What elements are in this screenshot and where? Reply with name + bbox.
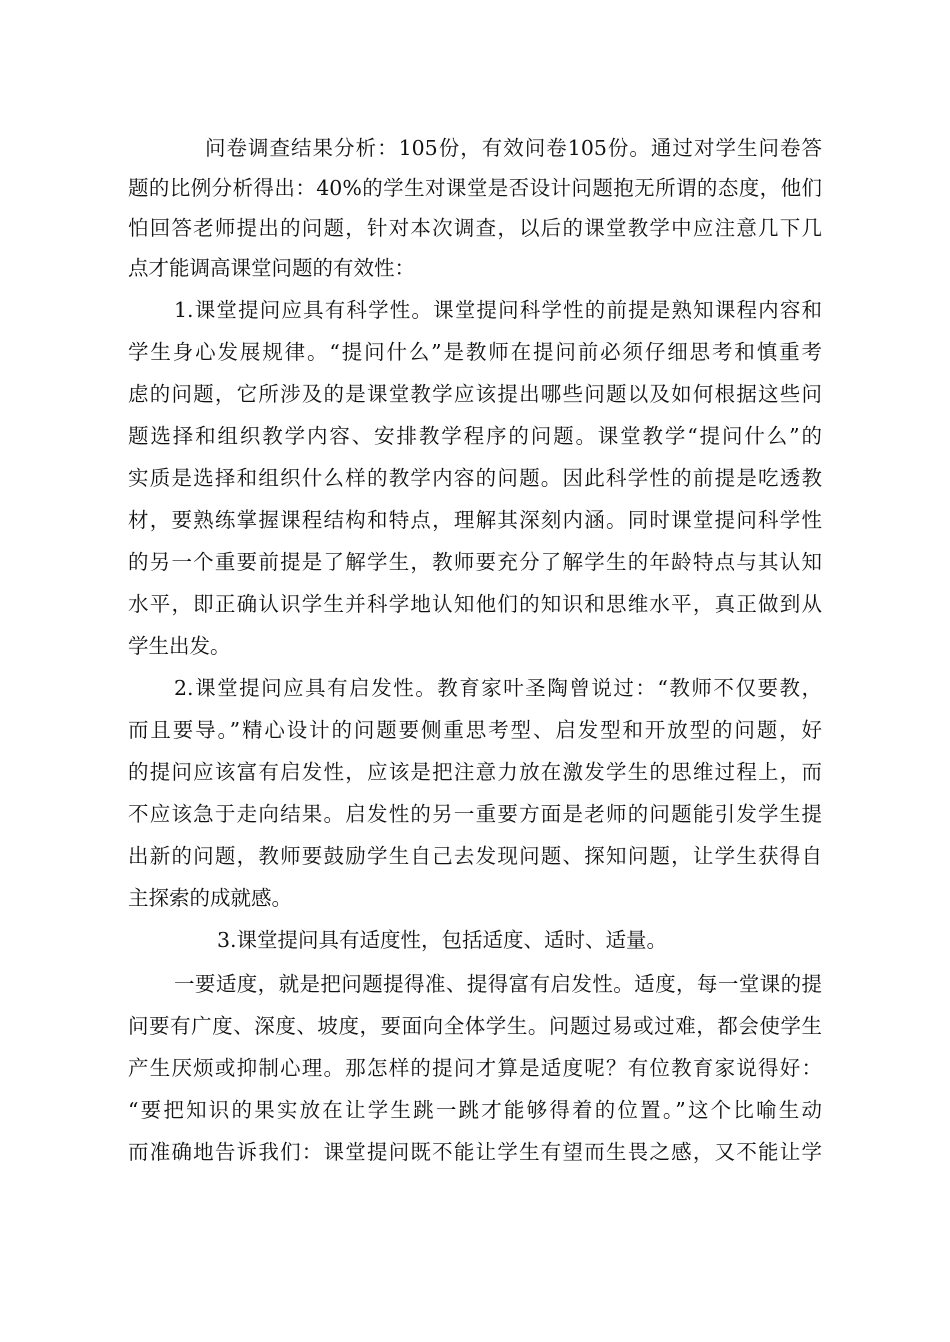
paragraph-5-line-5: 而准确地告诉我们：课堂提问既不能让学生有望而生畏之感，又不能让学 <box>128 1140 822 1164</box>
paragraph-2-line-9: 学生出发。 <box>128 634 231 658</box>
paragraph-2-line-7: 的另一个重要前提是了解学生，教师要充分了解学生的年龄特点与其认知 <box>128 550 822 574</box>
paragraph-2-line-5: 实质是选择和组织什么样的教学内容的问题。因此科学性的前提是吃透教 <box>128 466 822 490</box>
paragraph-1-line-2: 题的比例分析得出：40%的学生对课堂是否设计问题抱无所谓的态度，他们 <box>128 176 822 200</box>
paragraph-2-line-1: 1.课堂提问应具有科学性。课堂提问科学性的前提是熟知课程内容和 <box>174 298 822 322</box>
paragraph-3-line-3: 的提问应该富有启发性，应该是把注意力放在激发学生的思维过程上，而 <box>128 760 822 784</box>
paragraph-5-line-4: “要把知识的果实放在让学生跳一跳才能够得着的位置。”这个比喻生动 <box>128 1098 822 1122</box>
paragraph-2-line-8: 水平，即正确认识学生并科学地认知他们的知识和思维水平，真正做到从 <box>128 592 822 616</box>
paragraph-3-line-4: 不应该急于走向结果。启发性的另一重要方面是老师的问题能引发学生提 <box>128 802 822 826</box>
paragraph-3-line-6: 主探索的成就感。 <box>128 886 292 910</box>
paragraph-2-line-2: 学生身心发展规律。“提问什么”是教师在提问前必须仔细思考和慎重考 <box>128 340 822 364</box>
paragraph-2-line-6: 材，要熟练掌握课程结构和特点，理解其深刻内涵。同时课堂提问科学性 <box>128 508 822 532</box>
paragraph-3-line-1: 2.课堂提问应具有启发性。教育家叶圣陶曾说过：“教师不仅要教， <box>174 676 822 700</box>
paragraph-3-line-2: 而且要导。”精心设计的问题要侧重思考型、启发型和开放型的问题，好 <box>128 718 822 742</box>
paragraph-5-line-2: 问要有广度、深度、坡度，要面向全体学生。问题过易或过难，都会使学生 <box>128 1014 822 1038</box>
paragraph-1-line-4: 点才能调高课堂问题的有效性： <box>128 256 415 280</box>
paragraph-2-line-3: 虑的问题，它所涉及的是课堂教学应该提出哪些问题以及如何根据这些问 <box>128 382 822 406</box>
paragraph-5-line-3: 产生厌烦或抑制心理。那怎样的提问才算是适度呢？有位教育家说得好： <box>128 1056 822 1080</box>
paragraph-4-line-1: 3.课堂提问具有适度性，包括适度、适时、适量。 <box>217 928 668 952</box>
paragraph-1-line-3: 怕回答老师提出的问题，针对本次调查，以后的课堂教学中应注意几下几 <box>128 216 822 240</box>
paragraph-2-line-4: 题选择和组织教学内容、安排教学程序的问题。课堂教学“提问什么”的 <box>128 424 822 448</box>
paragraph-1-line-1: 问卷调查结果分析：105份，有效问卷105份。通过对学生问卷答 <box>205 136 822 160</box>
paragraph-3-line-5: 出新的问题，教师要鼓励学生自己去发现问题、探知问题，让学生获得自 <box>128 844 822 868</box>
paragraph-5-line-1: 一要适度，就是把问题提得准、提得富有启发性。适度，每一堂课的提 <box>174 972 822 996</box>
